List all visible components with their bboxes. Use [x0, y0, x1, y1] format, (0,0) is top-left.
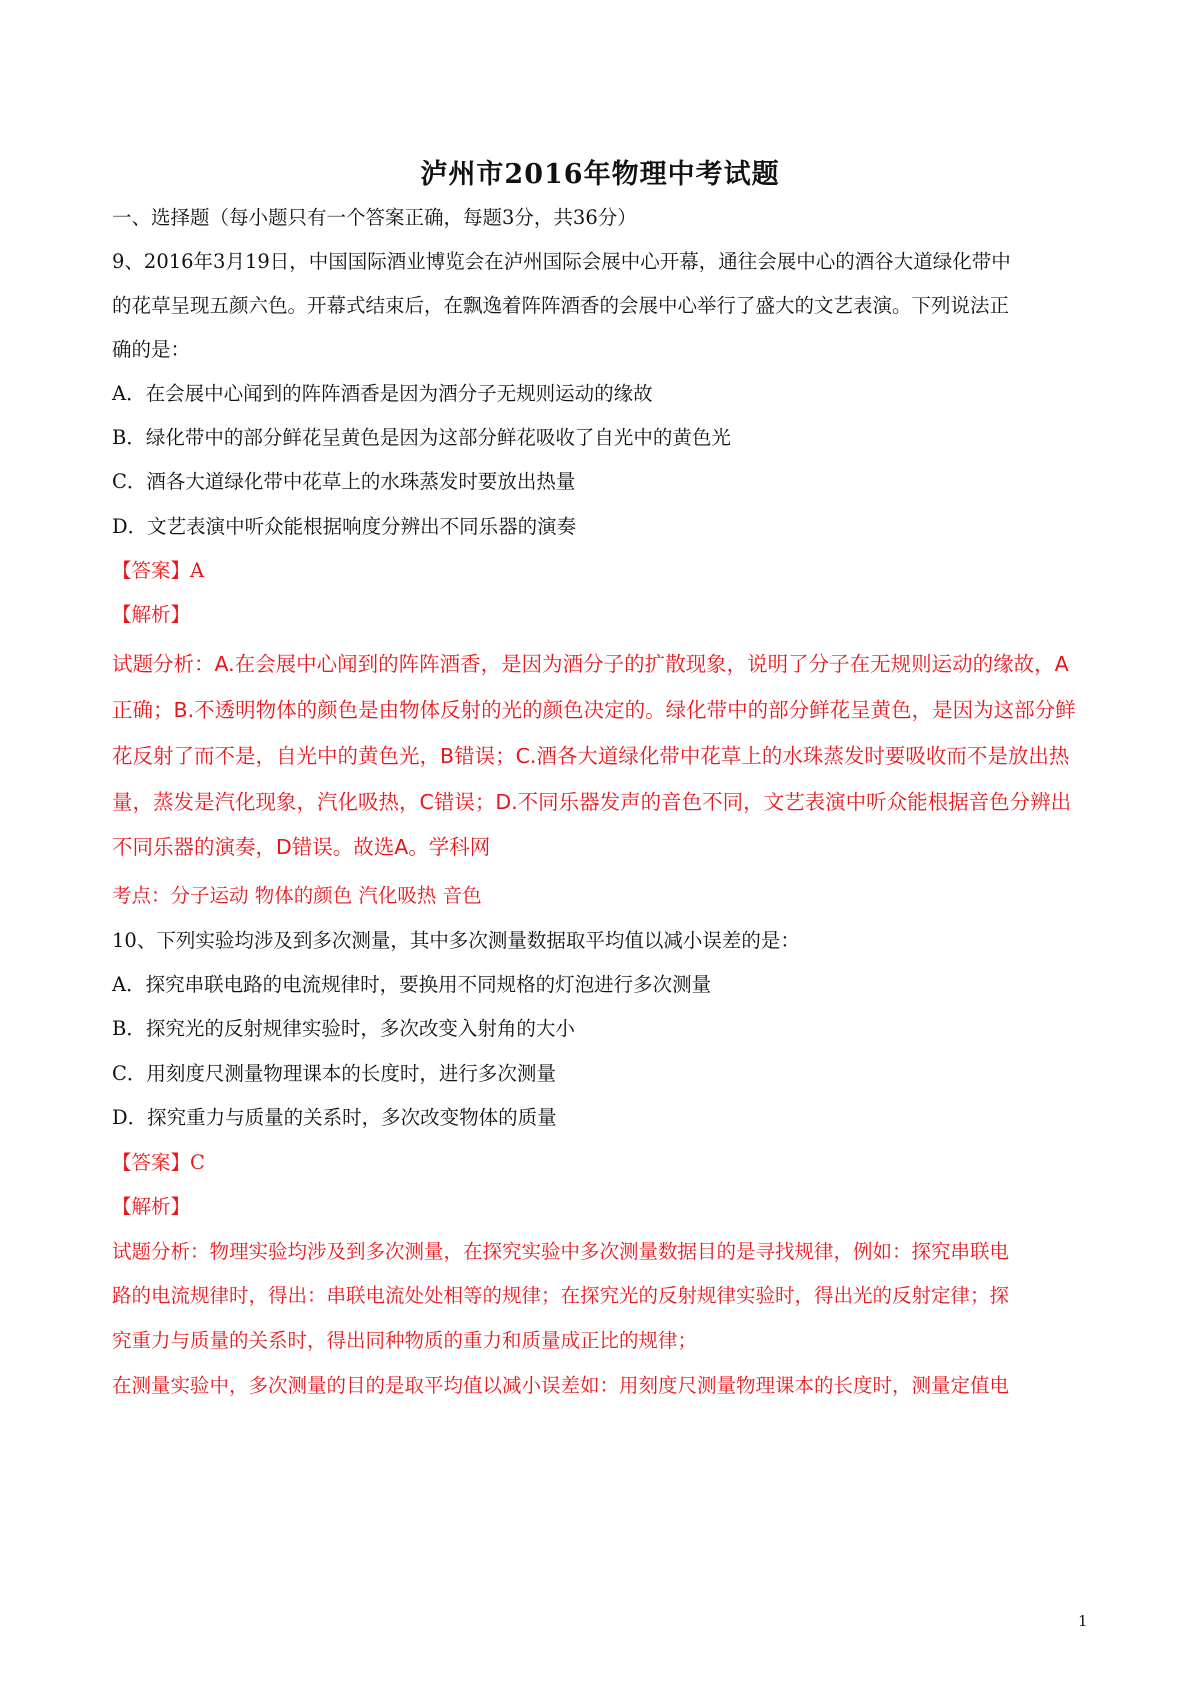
q9-stem-line-3: 确的是：: [112, 338, 191, 361]
q9-analysis-line-1: 试题分析：A.在会展中心闻到的阵阵酒香，是因为酒分子的扩散现象，说明了分子在无规则运动的缘故，A: [112, 652, 1069, 676]
q9-answer: 【答案】A: [112, 559, 205, 582]
page-title: 泸州市2016年物理中考试题: [420, 159, 780, 190]
q9-option-b: B．绿化带中的部分鲜花呈黄色是因为这部分鲜花吸收了自光中的黄色光: [112, 426, 731, 449]
q9-stem-line-2: 的花草呈现五颜六色。开幕式结束后，在飘逸着阵阵酒香的会展中心举行了盛大的文艺表演。下列说法正: [112, 294, 1010, 317]
q9-analysis-line-4: 量，蒸发是汽化现象，汽化吸热，C错误；D.不同乐器发声的音色不同，文艺表演中听众能根据音色分辨出: [112, 790, 1072, 814]
q9-option-a: A．在会展中心闻到的阵阵酒香是因为酒分子无规则运动的缘故: [112, 382, 653, 405]
q10-analysis-line-1: 试题分析：物理实验均涉及到多次测量，在探究实验中多次测量数据目的是寻找规律，例如：探究串联电: [112, 1240, 1010, 1263]
q9-kaodian: 考点：分子运动 物体的颜色 汽化吸热 音色: [112, 884, 482, 907]
q10-option-b: B．探究光的反射规律实验时，多次改变入射角的大小: [112, 1017, 575, 1040]
q9-analysis-label: 【解析】: [112, 603, 191, 626]
q10-analysis-line-2: 路的电流规律时，得出：串联电流处处相等的规律；在探究光的反射规律实验时，得出光的反射定律；探: [112, 1284, 1010, 1307]
q10-answer: 【答案】C: [112, 1151, 205, 1174]
q10-stem: 10、下列实验均涉及到多次测量，其中多次测量数据取平均值以减小误差的是：: [112, 929, 800, 952]
q9-analysis-line-2: 正确；B.不透明物体的颜色是由物体反射的光的颜色决定的。绿化带中的部分鲜花呈黄色，是因为这部分鲜: [112, 698, 1076, 722]
q10-analysis-line-4: 在测量实验中，多次测量的目的是取平均值以减小误差如：用刻度尺测量物理课本的长度时，测量定值电: [112, 1374, 1010, 1397]
q9-option-d: D．文艺表演中听众能根据响度分辨出不同乐器的演奏: [112, 515, 577, 538]
q10-option-a: A．探究串联电路的电流规律时，要换用不同规格的灯泡进行多次测量: [112, 973, 712, 996]
q10-analysis-line-3: 究重力与质量的关系时，得出同种物质的重力和质量成正比的规律；: [112, 1329, 698, 1352]
q10-analysis-label: 【解析】: [112, 1195, 191, 1218]
q9-analysis-line-3: 花反射了而不是，自光中的黄色光，B错误；C.酒各大道绿化带中花草上的水珠蒸发时要吸收而不是放出热: [112, 744, 1070, 768]
q9-stem-line-1: 9、2016年3月19日，中国国际酒业博览会在泸州国际会展中心开幕，通往会展中心的酒谷大道绿化带中: [112, 250, 1011, 273]
section-heading: 一、选择题（每小题只有一个答案正确，每题3分，共36分）: [112, 206, 637, 229]
q9-option-c: C．酒各大道绿化带中花草上的水珠蒸发时要放出热量: [112, 470, 576, 493]
q9-analysis-line-5: 不同乐器的演奏，D错误。故选A。学科网: [112, 835, 491, 859]
q10-option-d: D．探究重力与质量的关系时，多次改变物体的质量: [112, 1106, 557, 1129]
page-number: 1: [1078, 1612, 1088, 1630]
q10-option-c: C．用刻度尺测量物理课本的长度时，进行多次测量: [112, 1062, 556, 1085]
